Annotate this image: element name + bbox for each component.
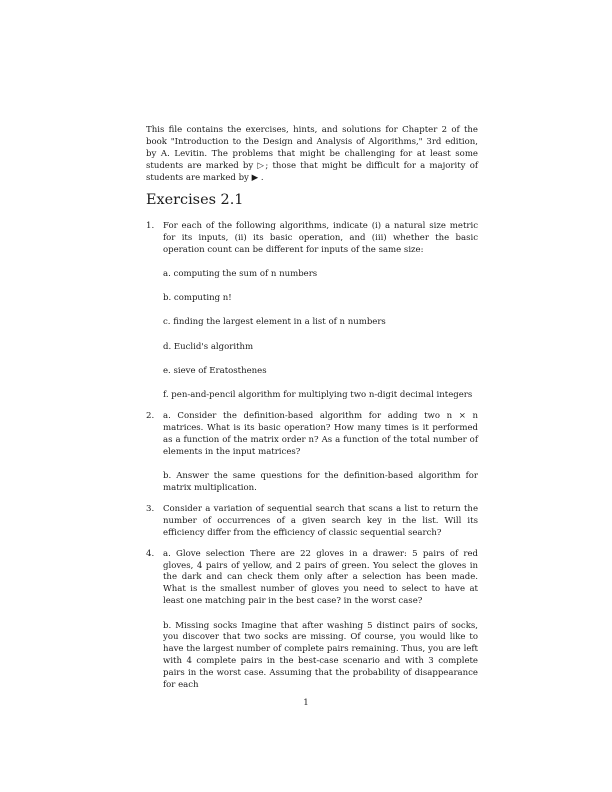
exercise-item: d. Euclid's algorithm [163,341,254,352]
exercise-item: a. Consider the definition-based algorithm for adding two n × n matrices. What is its basic operation? How many times is it performed as a function of the matrix order n? As a function of the total number of elements in the input matrices? [163,411,478,457]
exercise-text: For each of the following algorithms, indicate (i) a natural size metric for its inputs, (ii) its basic operation, and (iii) whether the basic operation count can be different for inputs of the same size: [163,221,478,255]
exercise-item: b. Answer the same questions for the definition-based algorithm for matrix multiplication. [163,471,478,494]
exercise-3 [146,504,478,540]
section-heading: Exercises 2.1 [146,192,244,208]
exercise-number: 3. [146,503,155,514]
exercise-item: a. computing the sum of n numbers [163,268,318,279]
exercise-number: 4. [146,548,155,559]
exercise-list [146,221,478,701]
intro-paragraph: This file contains the exercises, hints, and solutions for Chapter 2 of the book "Introduction to the Design and Analysis of Algorithms," 3rd edition, by A. Levitin. The problems that might be challenging for at least some students are marked by ▷; those that might be difficult for a majority of students are marked by ▶ . [146,125,478,183]
exercise-item: c. finding the largest element in a list of n numbers [163,317,386,328]
exercise-item: Consider a variation of sequential search that scans a list to return the number of occurrences of a given search key in the list. Will its efficiency differ from the efficiency of classic sequential search? [163,503,478,538]
exercise-item: f. pen-and-pencil algorithm for multiplying two n-digit decimal integers [163,390,473,401]
exercise-item: a. Glove selection There are 22 gloves in a drawer: 5 pairs of red gloves, 4 pairs of yellow, and 2 pairs of green. You select the gloves in the dark and can check them only after a selection has been made. What is the smallest number of gloves you need to select to have at least one matching pair in the best case? in the worst case? [163,548,478,607]
exercise-item: b. computing n! [163,293,232,304]
exercise-number: 2. [146,411,155,422]
exercise-1 [146,221,478,402]
exercise-2 [146,411,478,495]
exercise-number: 1. [146,221,155,231]
page-number: 1 [303,698,309,708]
exercise-4 [146,549,478,692]
exercise-item: b. Missing socks Imagine that after washing 5 distinct pairs of socks, you discover that two socks are missing. Of course, you would like to have the largest number of complete pairs remaining. Thus, you are left with 4 complete pairs in the best-case scenario and with 3 complete pairs in the worst case. Assuming that the probability of disappearance for each [163,620,478,691]
exercise-item: e. sieve of Eratosthenes [163,365,267,376]
